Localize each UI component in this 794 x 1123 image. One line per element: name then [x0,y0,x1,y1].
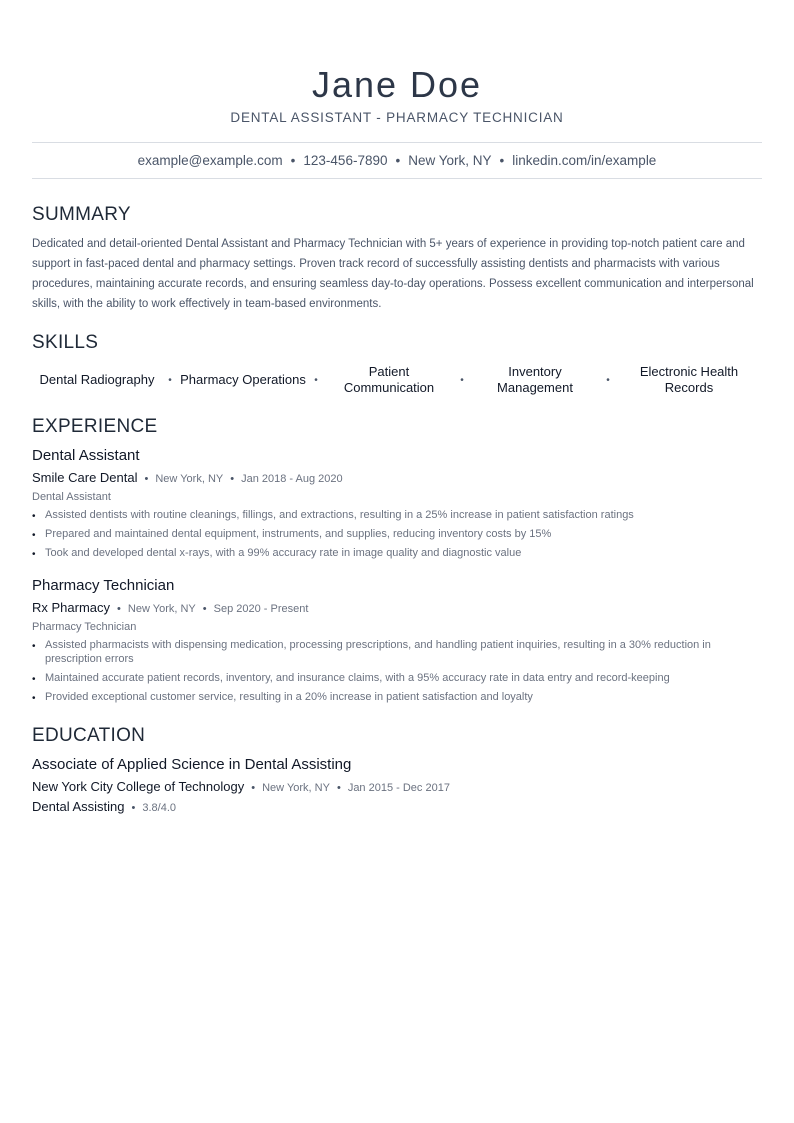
education-gpa: 3.8/4.0 [142,802,176,814]
header-divider-top [32,142,762,143]
job-dates: Jan 2018 - Aug 2020 [241,473,343,485]
job-role: Dental Assistant [32,491,111,503]
meta-separator: • [251,782,256,794]
job-bullet-text: Took and developed dental x-rays, with a 99% accuracy rate in image quality and diagnostic value [45,547,522,559]
meta-separator: • [131,802,136,814]
job-bullet-text: Maintained accurate patient records, inventory, and insurance claims, with a 95% accuracy rate in data entry and record-keeping [45,672,670,684]
skill-separator: • [460,374,464,386]
job-location: New York, NY [155,473,224,485]
bullet-marker: • [32,530,36,541]
contact-separator: • [395,153,401,168]
job-company: Rx Pharmacy [32,600,111,615]
job-company: Smile Care Dental [32,470,138,485]
contact-location: New York, NY [408,153,492,168]
education-heading: EDUCATION [32,725,146,746]
job-bullet-text: Provided exceptional customer service, resulting in a 20% increase in patient satisfaction and loyalty [45,691,533,703]
contact-line [0,152,794,170]
education-dates: Jan 2015 - Dec 2017 [347,782,450,794]
contact-separator: • [290,153,296,168]
skill-item: Inventory Management [497,364,573,395]
education-school: New York City College of Technology [32,779,245,794]
job-bullet-text: Assisted pharmacists with dispensing medication, processing prescriptions, and handling patient inquiries, resulting in a 30% reduction in prescription errors [45,639,711,665]
skill-separator: • [606,374,610,386]
job-dates: Sep 2020 - Present [213,603,309,615]
bullet-marker: • [32,549,36,560]
job-meta [32,600,308,617]
skills-heading: SKILLS [32,332,99,353]
job-bullet-text: Assisted dentists with routine cleanings, fillings, and extractions, resulting in a 25% increase in patient satisfaction ratings [45,509,634,521]
skill-item: Pharmacy Operations [180,372,306,387]
contact-email[interactable]: example@example.com [137,153,283,168]
job-bullets [32,638,732,709]
skill-item: Patient Communication [343,364,435,395]
meta-separator: • [230,473,235,485]
contact-phone[interactable]: 123-456-7890 [303,153,388,168]
meta-separator: • [117,603,121,615]
bullet-marker: • [32,511,36,522]
education-field: Dental Assisting [32,799,125,814]
bullet-marker: • [32,641,36,652]
bullet-marker: • [32,674,36,685]
education-meta [32,779,450,796]
job-bullet [32,638,732,666]
skill-separator: • [168,374,172,386]
meta-separator: • [202,603,207,615]
skill-item: Electronic Health Records [639,364,739,395]
job-bullet [32,690,732,704]
job-meta [32,470,343,487]
meta-separator: • [144,473,149,485]
job-role: Pharmacy Technician [32,621,137,633]
job-bullet [32,546,732,560]
job-title: Pharmacy Technician [32,577,175,594]
education-location: New York, NY [262,782,330,794]
summary-heading: SUMMARY [32,204,131,225]
contact-linkedin[interactable]: linkedin.com/in/example [512,153,657,168]
skill-separator: • [314,374,318,386]
meta-separator: • [336,782,341,794]
bullet-marker: • [32,693,36,704]
job-location: New York, NY [127,603,196,615]
contact-separator: • [499,153,505,168]
header-divider-bottom [32,178,762,179]
skills-list [32,362,762,398]
job-bullet [32,527,732,541]
candidate-title: DENTAL ASSISTANT - PHARMACY TECHNICIAN [230,110,564,125]
summary-text: Dedicated and detail-oriented Dental Assistant and Pharmacy Technician with 5+ years of experience in providing top-notch patient care and support in fast-paced dental and pharmacy settings. Proven track record of successfully assisting dentists and pharmacists with various procedures, maintaining accurate records, and ensuring seamless day-to-day operations. Possess excellent communication and interpersonal skills, with the ability to work effectively in team-based environments. [32,238,754,310]
job-bullet [32,508,732,522]
job-bullet [32,671,732,685]
job-bullets [32,508,732,565]
education-field-line [32,799,176,816]
experience-heading: EXPERIENCE [32,416,158,437]
job-title: Dental Assistant [32,447,140,464]
candidate-name: Jane Doe [311,64,483,105]
skill-item: Dental Radiography [39,372,155,387]
education-degree: Associate of Applied Science in Dental Assisting [32,756,352,773]
job-bullet-text: Prepared and maintained dental equipment, instruments, and supplies, reducing inventory costs by 15% [45,528,552,540]
